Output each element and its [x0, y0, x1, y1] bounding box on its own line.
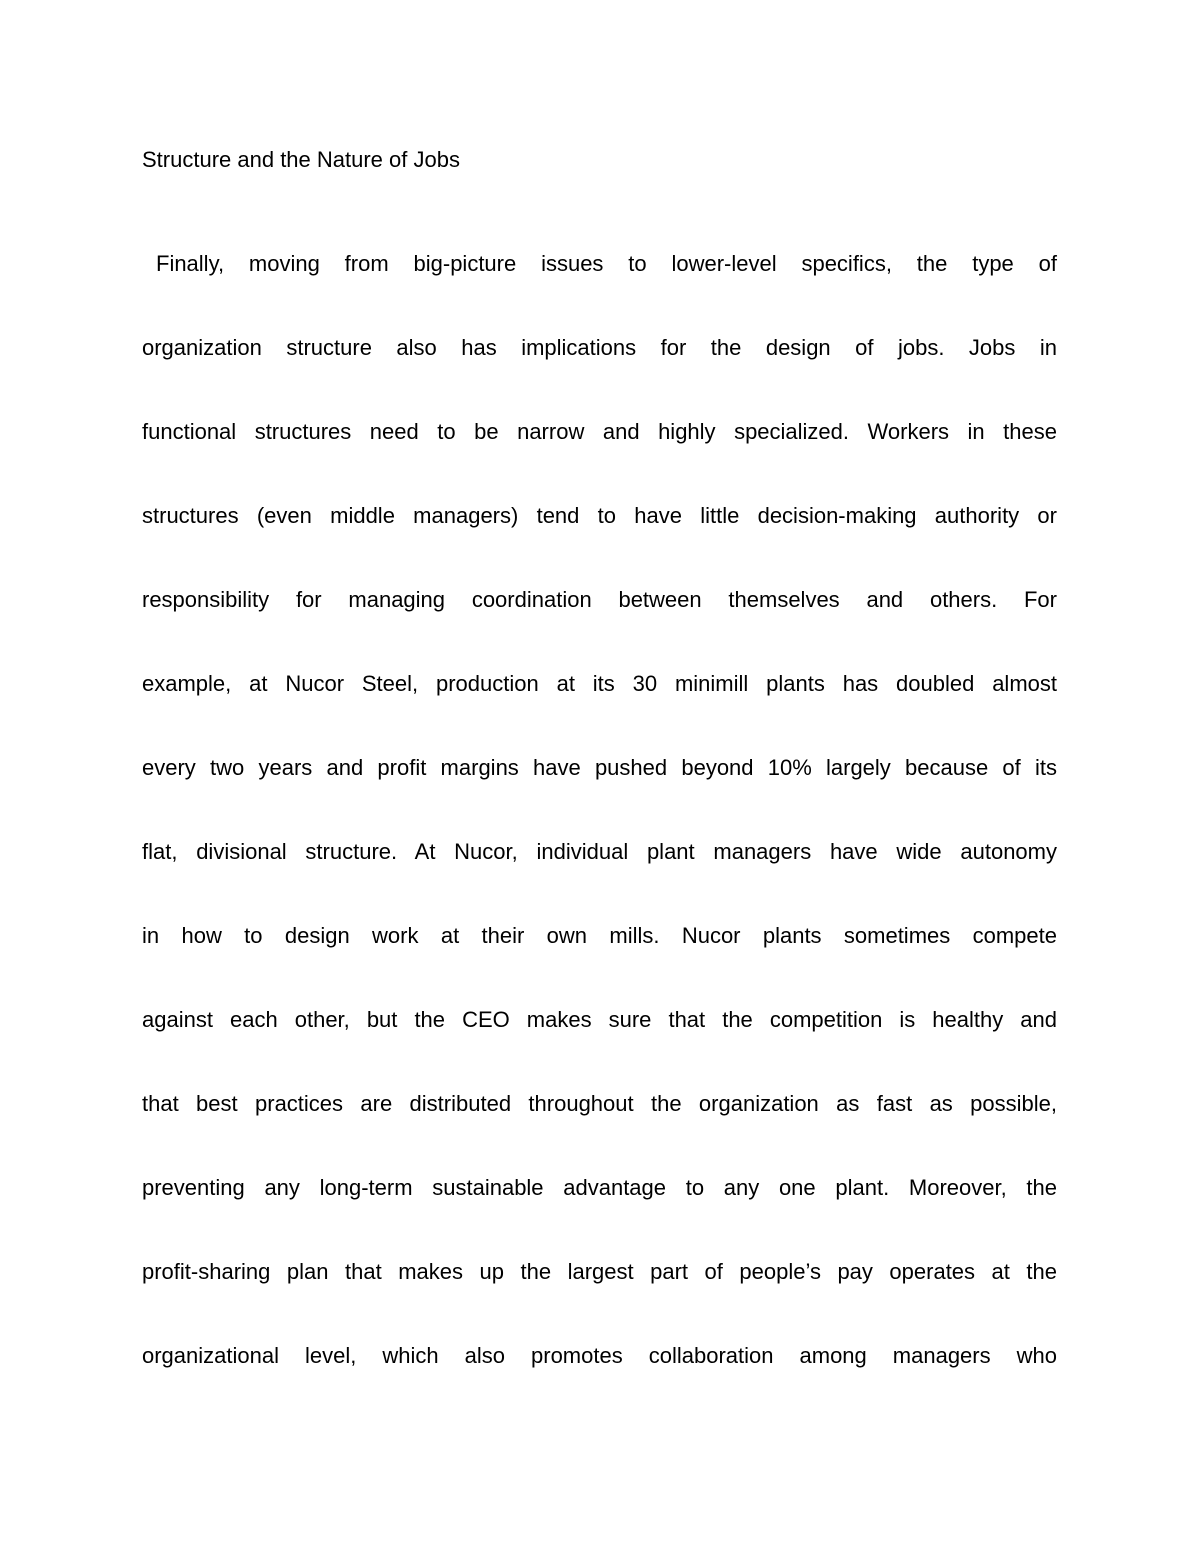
- paragraph-line: functional structures need to be narrow and highly specialized. Workers in these: [142, 419, 1057, 444]
- paragraph-line: profit-sharing plan that makes up the largest part of people’s pay operates at the: [142, 1259, 1057, 1284]
- paragraph-line: example, at Nucor Steel, production at its 30 minimill plants has doubled almost: [142, 671, 1057, 696]
- paragraph-line: that best practices are distributed throughout the organization as fast as possible,: [142, 1091, 1057, 1116]
- paragraph-line: flat, divisional structure. At Nucor, individual plant managers have wide autonomy: [142, 839, 1057, 864]
- document-title: Structure and the Nature of Jobs: [142, 147, 460, 172]
- paragraph-line: responsibility for managing coordination between themselves and others. For: [142, 587, 1057, 612]
- paragraph-line: against each other, but the CEO makes sure that the competition is healthy and: [142, 1007, 1057, 1032]
- paragraph-line: organizational level, which also promotes collaboration among managers who: [142, 1343, 1057, 1368]
- paragraph-line: preventing any long-term sustainable advantage to any one plant. Moreover, the: [142, 1175, 1057, 1200]
- paragraph-line: every two years and profit margins have pushed beyond 10% largely because of its: [142, 755, 1057, 780]
- paragraph-line: structures (even middle managers) tend to have little decision-making authority or: [142, 503, 1057, 528]
- paragraph-line: Finally, moving from big-picture issues to lower-level specifics, the type of: [156, 251, 1057, 276]
- paragraph-line: organization structure also has implications for the design of jobs. Jobs in: [142, 335, 1057, 360]
- paragraph-line: in how to design work at their own mills. Nucor plants sometimes compete: [142, 923, 1057, 948]
